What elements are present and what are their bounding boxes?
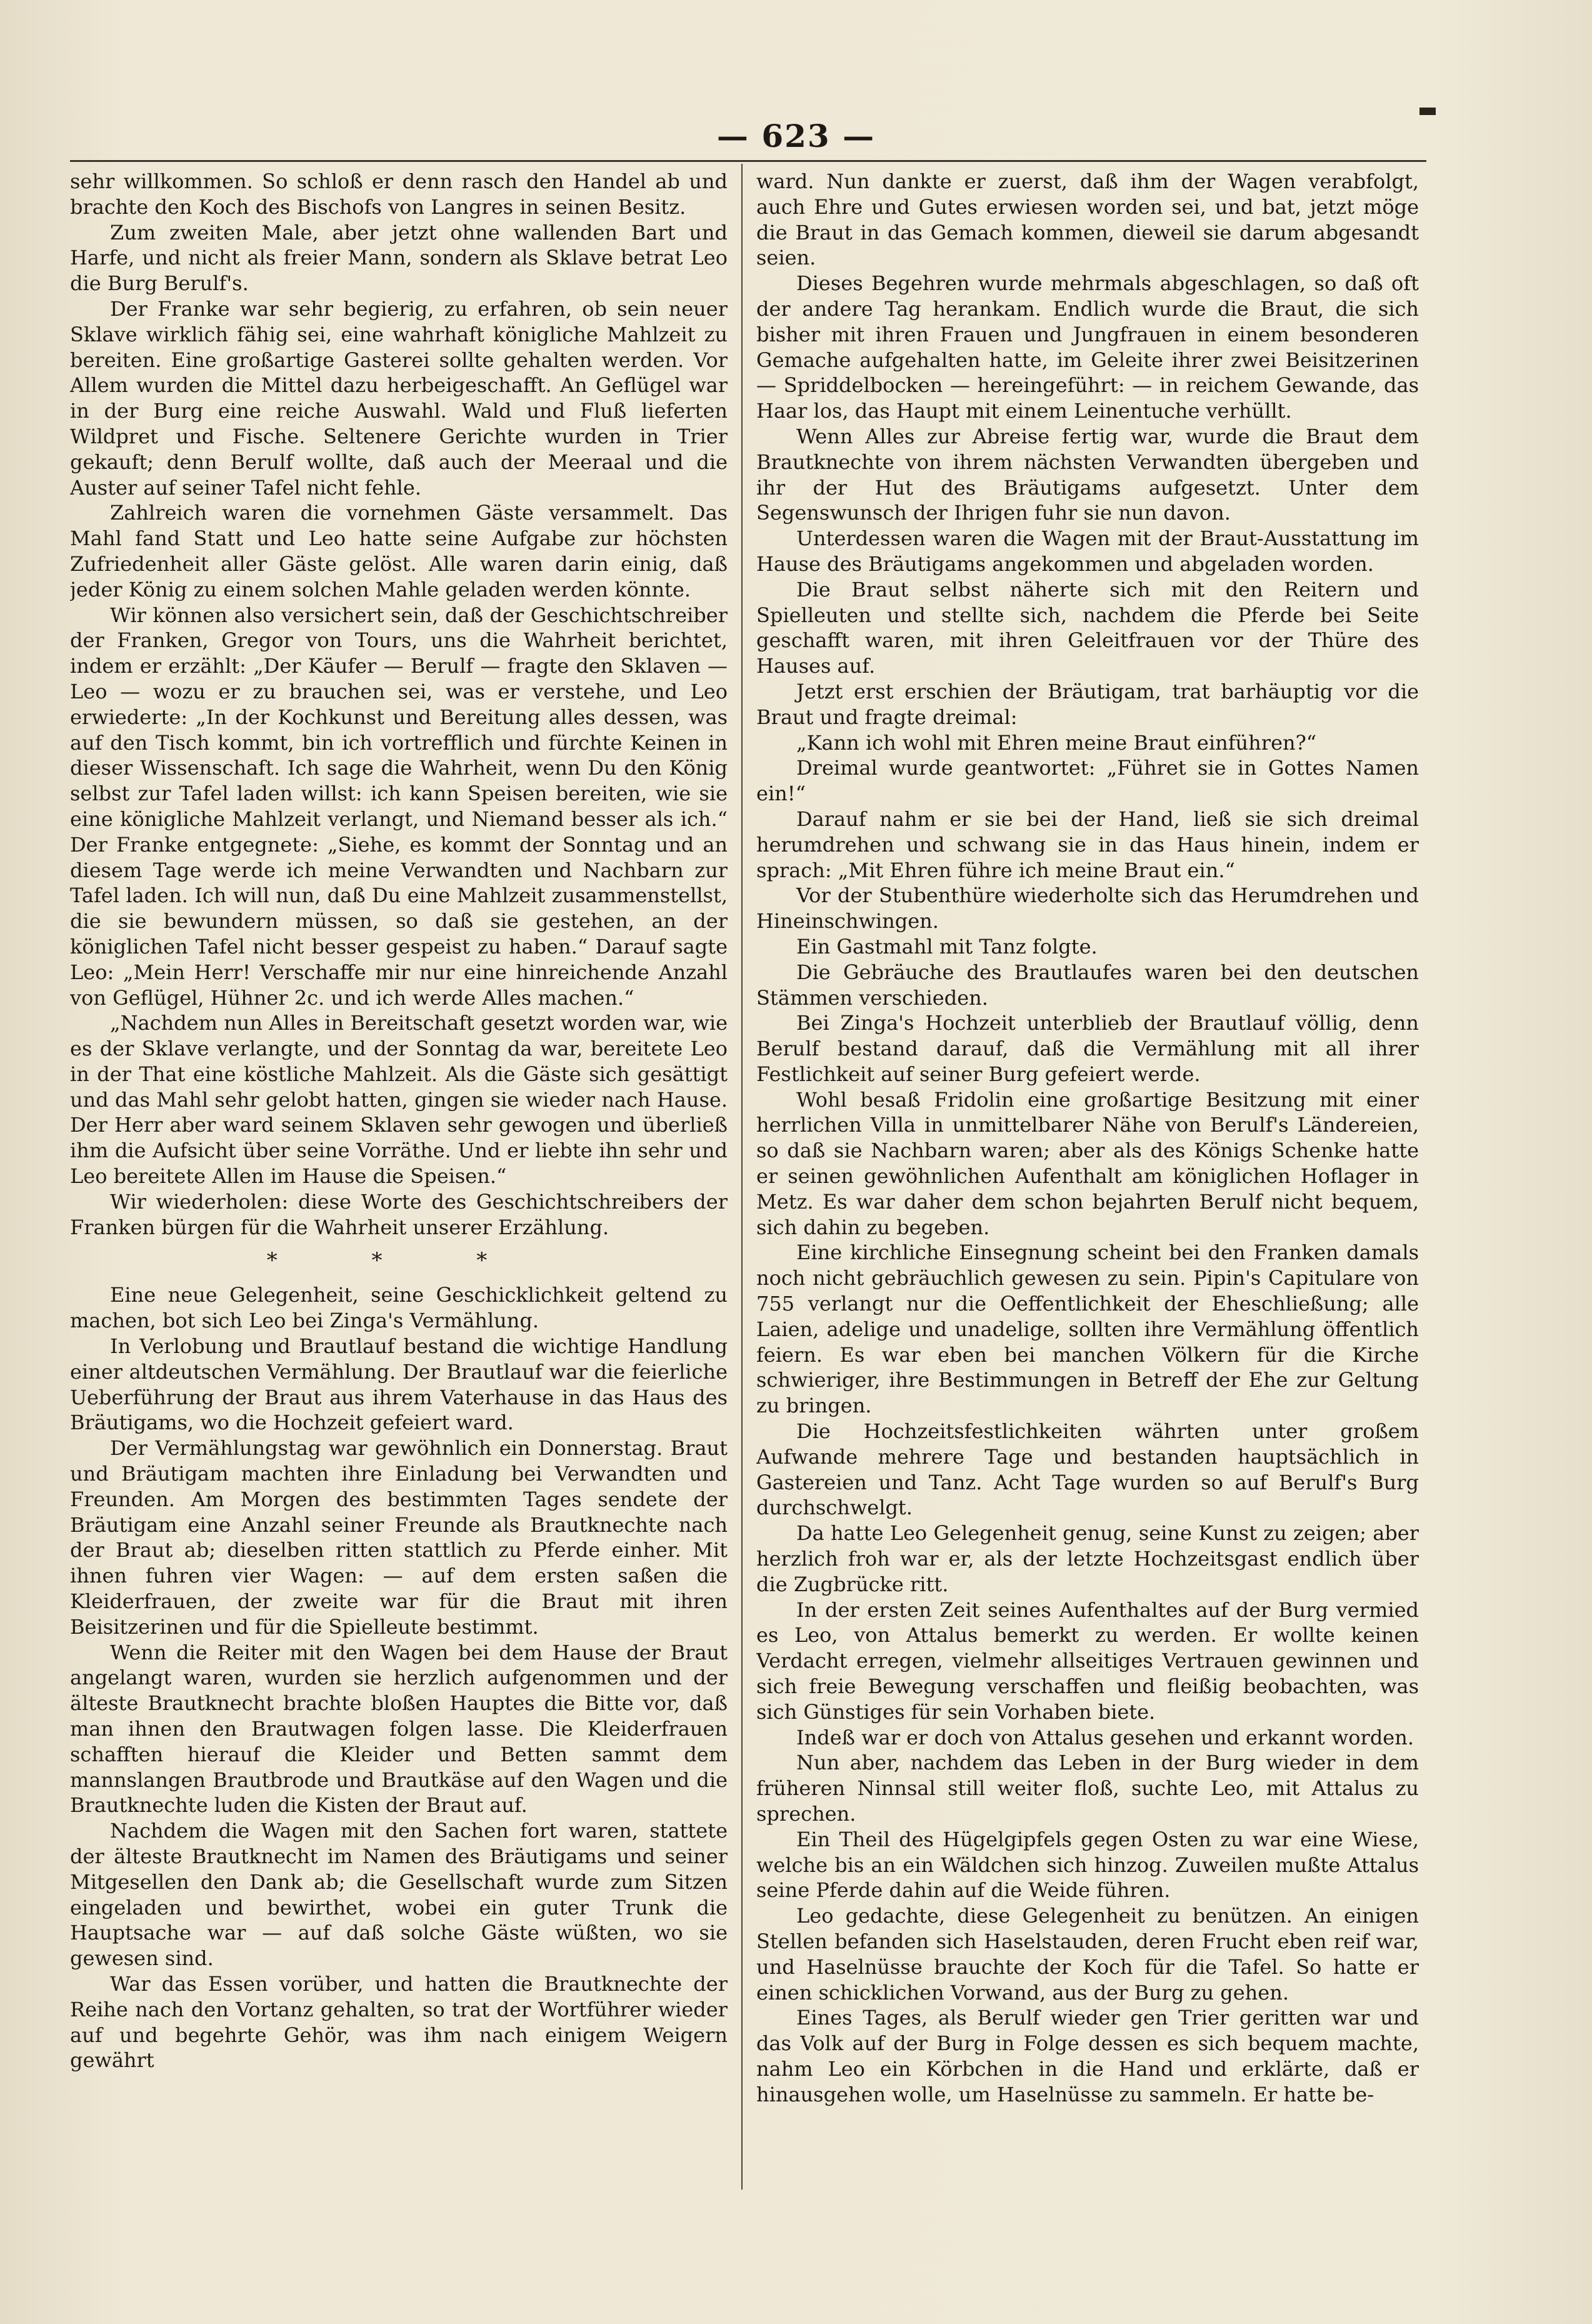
- paragraph: Jetzt erst erschien der Bräutigam, trat barhäuptig vor die Braut und fragte dreimal:: [756, 679, 1419, 729]
- paragraph: Leo gedachte, diese Gelegenheit zu benützen. An einigen Stellen befanden sich Haselstauden, deren Frucht eben reif war, und Haselnüsse brauchte der Koch für die Tafel. So hatte er einen schicklichen Vorwand, aus der Burg zu gehen.: [756, 1904, 1419, 2005]
- paragraph: Wir können also versichert sein, daß der Geschichtschreiber der Franken, Gregor von Tours, uns die Wahrheit berichtet, indem er erzählt: „Der Käufer — Berulf — fragte den Sklaven — Leo — wozu er zu brauchen sei, was er verstehe, und Leo erwiederte: „In der Kochkunst und Bereitung alles dessen, was auf den Tisch kommt, bin ich vortrefflich und fürchte Keinen in dieser Wissenschaft. Ich sage die Wahrheit, wenn Du den König selbst zur Tafel laden willst: ich kann Speisen bereiten, wie sie eine königliche Mahlzeit verlangt, und Niemand besser als ich.“ Der Franke entgegnete: „Siehe, es kommt der Sonntag und an diesem Tage werde ich meine Verwandten und Nachbarn zur Tafel laden. Ich will nun, daß Du eine Mahlzeit zusammenstellst, die sie bewundern müssen, so daß sie gestehen, an der königlichen Tafel nicht besser gespeist zu haben.“ Darauf sagte Leo: „Mein Herr! Verschaffe mir nur eine hinreichende Anzahl von Geflügel, Hühner 2c. und ich werde Alles machen.“: [70, 603, 728, 1010]
- paragraph: Zum zweiten Male, aber jetzt ohne wallenden Bart und Harfe, und nicht als freier Mann, sondern als Sklave betrat Leo die Burg Berulf's.: [70, 220, 728, 296]
- paragraph: Unterdessen waren die Wagen mit der Braut-Ausstattung im Hause des Bräutigams angekommen und abgeladen worden.: [756, 526, 1419, 576]
- paragraph: ward. Nun dankte er zuerst, daß ihm der Wagen verabfolgt, auch Ehre und Gutes erwiesen worden sei, und bat, jetzt möge die Braut in das Gemach kommen, dieweil sie darum abgesandt seien.: [756, 169, 1419, 270]
- paragraph: Ein Theil des Hügelgipfels gegen Osten zu war eine Wiese, welche bis an ein Wäldchen sich hinzog. Zuweilen mußte Attalus seine Pferde dahin auf die Weide führen.: [756, 1827, 1419, 1903]
- paragraph: Indeß war er doch von Attalus gesehen und erkannt worden.: [796, 1725, 1414, 1749]
- column-divider: [741, 164, 743, 2190]
- paragraph: Dreimal wurde geantwortet: „Führet sie in Gottes Namen ein!“: [756, 756, 1419, 806]
- paragraph: Wohl besaß Fridolin eine großartige Besitzung mit einer herrlichen Villa in unmittelbarer Nähe von Berulf's Ländereien, so daß sie Nachbarn waren; aber als des Königs Schenke hatte er seinen gewöhnlichen Aufenthalt am königlichen Hoflager in Metz. Es war daher dem schon bejahrten Berulf nicht bequem, sich dahin zu begeben.: [756, 1087, 1419, 1239]
- right-column: [756, 169, 1419, 2201]
- paragraph: War das Essen vorüber, und hatten die Brautknechte der Reihe nach den Vortanz gehalten, so trat der Wortführer wieder auf und begehrte Gehör, was ihm nach einigem Weigern gewährt: [70, 1971, 728, 2073]
- section-break: * * *: [266, 1248, 531, 1274]
- paragraph: sehr willkommen. So schloß er denn rasch den Handel ab und brachte den Koch des Bischofs von Langres in seinen Besitz.: [70, 169, 728, 219]
- paragraph: Zahlreich waren die vornehmen Gäste versammelt. Das Mahl fand Statt und Leo hatte seine Aufgabe zur höchsten Zufriedenheit aller Gäste gelöst. Alle waren darin einig, daß jeder König zu einem solchen Mahle geladen werden könnte.: [70, 501, 728, 601]
- paragraph: Nun aber, nachdem das Leben in der Burg wieder in dem früheren Ninnsal still weiter floß, suchte Leo, mit Attalus zu sprechen.: [756, 1751, 1419, 1826]
- paragraph: Darauf nahm er sie bei der Hand, ließ sie sich dreimal herumdrehen und schwang sie in das Haus hinein, indem er sprach: „Mit Ehren führe ich meine Braut ein.“: [756, 807, 1419, 882]
- paragraph: Ein Gastmahl mit Tanz folgte.: [796, 934, 1098, 958]
- paragraph: Die Braut selbst näherte sich mit den Reitern und Spielleuten und stellte sich, nachdem die Pferde bei Seite geschafft waren, mit ihren Geleitfrauen vor der Thüre des Hauses auf.: [756, 577, 1419, 678]
- left-column: [70, 169, 728, 2201]
- paragraph: „Nachdem nun Alles in Bereitschaft gesetzt worden war, wie es der Sklave verlangte, und der Sonntag da war, bereitete Leo in der That eine köstliche Mahlzeit. Als die Gäste sich gesättigt und das Mahl sehr gelobt hatten, gingen sie wieder nach Hause. Der Herr aber ward seinem Sklaven sehr gewogen und überließ ihm die Aufsicht über seine Vorräthe. Und er liebte ihn sehr und Leo bereitete Allen im Hause die Speisen.“: [70, 1011, 728, 1189]
- corner-mark: [1419, 108, 1436, 115]
- paragraph: Die Hochzeitsfestlichkeiten währten unter großem Aufwande mehrere Tage und bestanden hauptsächlich in Gastereien und Tanz. Acht Tage wurden so auf Berulf's Burg durchschwelgt.: [756, 1419, 1419, 1520]
- right-column-paragraphs: [756, 169, 1419, 2108]
- paragraph: Wir wiederholen: diese Worte des Geschichtschreibers der Franken bürgen für die Wahrheit unserer Erzählung.: [70, 1189, 728, 1239]
- paragraph: In Verlobung und Brautlauf bestand die wichtige Handlung einer altdeutschen Vermählung. Der Brautlauf war die feierliche Ueberführung der Braut aus ihrem Vaterhause in das Haus des Bräutigams, wo die Hochzeit gefeiert ward.: [70, 1334, 728, 1435]
- paragraph: Die Gebräuche des Brautlaufes waren bei den deutschen Stämmen verschieden.: [756, 960, 1419, 1010]
- paragraph: Wenn Alles zur Abreise fertig war, wurde die Braut dem Brautknechte von ihrem nächsten Verwandten übergeben und ihr der Hut des Bräutigams aufgesetzt. Unter dem Segenswunsch der Ihrigen fuhr sie nun davon.: [756, 424, 1419, 525]
- paragraph: Der Vermählungstag war gewöhnlich ein Donnerstag. Braut und Bräutigam machten ihre Einladung bei Verwandten und Freunden. Am Morgen des bestimmten Tages sendete der Bräutigam eine Anzahl seiner Freunde als Brautknechte nach der Braut ab; dieselben ritten stattlich zu Pferde einher. Mit ihnen fuhren vier Wagen: — auf dem ersten saßen die Kleiderfrauen, der zweite war für die Braut mit ihren Beisitzerinen und für die Spielleute bestimmt.: [70, 1436, 728, 1639]
- paragraph: Vor der Stubenthüre wiederholte sich das Herumdrehen und Hineinschwingen.: [756, 883, 1419, 933]
- paragraph: Da hatte Leo Gelegenheit genug, seine Kunst zu zeigen; aber herzlich froh war er, als der letzte Hochzeitsgast endlich über die Zugbrücke ritt.: [756, 1521, 1419, 1596]
- left-column-paragraphs-after-break: [70, 1282, 728, 2073]
- paragraph: Dieses Begehren wurde mehrmals abgeschlagen, so daß oft der andere Tag herankam. Endlich wurde die Braut, die sich bisher mit ihren Frauen und Jungfrauen in einem besonderen Gemache aufgehalten hatte, im Geleite ihrer zwei Beisitzerinen — Spriddelbocken — hereingeführt: — in reichem Gewande, das Haar los, das Haupt mit einem Leinentuche verhüllt.: [756, 271, 1419, 423]
- paragraph: Eines Tages, als Berulf wieder gen Trier geritten war und das Volk auf der Burg in Folge dessen es sich bequem machte, nahm Leo ein Körbchen in die Hand und erklärte, daß er hinausgehen wolle, um Haselnüsse zu sammeln. Er hatte be-: [756, 2006, 1419, 2106]
- paragraph: Eine neue Gelegenheit, seine Geschicklichkeit geltend zu machen, bot sich Leo bei Zinga's Vermählung.: [70, 1283, 728, 1333]
- paragraph: Wenn die Reiter mit den Wagen bei dem Hause der Braut angelangt waren, wurden sie herzlich aufgenommen und der älteste Brautknecht brachte bloßen Hauptes die Bitte vor, daß man ihnen den Brautwagen folgen lasse. Die Kleiderfrauen schafften hierauf die Kleider und Betten sammt dem mannslangen Brautbrode und Brautkäse auf den Wagen und die Brautknechte luden die Kisten der Braut auf.: [70, 1640, 728, 1818]
- page-number: — 623 —: [716, 118, 876, 154]
- left-column-paragraphs: [70, 169, 728, 1240]
- header-rule: [70, 160, 1426, 162]
- paragraph: Bei Zinga's Hochzeit unterblieb der Brautlauf völlig, denn Berulf bestand darauf, daß die Vermählung mit all ihrer Festlichkeit auf seiner Burg gefeiert werde.: [756, 1011, 1419, 1086]
- paragraph: In der ersten Zeit seines Aufenthaltes auf der Burg vermied es Leo, von Attalus bemerkt zu werden. Er wollte keinen Verdacht erregen, vielmehr allseitiges Vertrauen gewinnen und sich freie Bewegung verschaffen und fleißig beobachten, was sich Günstiges für sein Vorhaben biete.: [756, 1597, 1419, 1724]
- paragraph: Nachdem die Wagen mit den Sachen fort waren, stattete der älteste Brautknecht im Namen des Bräutigams und seiner Mitgesellen den Dank ab; die Gesellschaft wurde zum Sitzen eingeladen und bewirthet, wobei ein guter Trunk die Hauptsache war — auf daß solche Gäste wüßten, wo sie gewesen sind.: [70, 1819, 728, 1971]
- paragraph: „Kann ich wohl mit Ehren meine Braut einführen?“: [796, 730, 1317, 755]
- paragraph: Eine kirchliche Einsegnung scheint bei den Franken damals noch nicht gebräuchlich gewesen zu sein. Pipin's Capitulare von 755 verlangt nur die Oeffentlichkeit der Eheschließung; alle Laien, adelige und unadelige, sollten ihre Vermählung öffentlich feiern. Es war eben bei manchen Völkern für die Kirche schwieriger, ihre Bestimmungen in Betreff der Ehe zur Geltung zu bringen.: [756, 1240, 1419, 1418]
- paragraph: Der Franke war sehr begierig, zu erfahren, ob sein neuer Sklave wirklich fähig sei, eine wahrhaft königliche Mahlzeit zu bereiten. Eine großartige Gasterei sollte gehalten werden. Vor Allem wurden die Mittel dazu herbeigeschafft. An Geflügel war in der Burg eine reiche Auswahl. Wald und Fluß lieferten Wildpret und Fische. Seltenere Gerichte wurden in Trier gekauft; denn Berulf wollte, daß auch der Meeraal und die Auster auf seiner Tafel nicht fehle.: [70, 296, 728, 500]
